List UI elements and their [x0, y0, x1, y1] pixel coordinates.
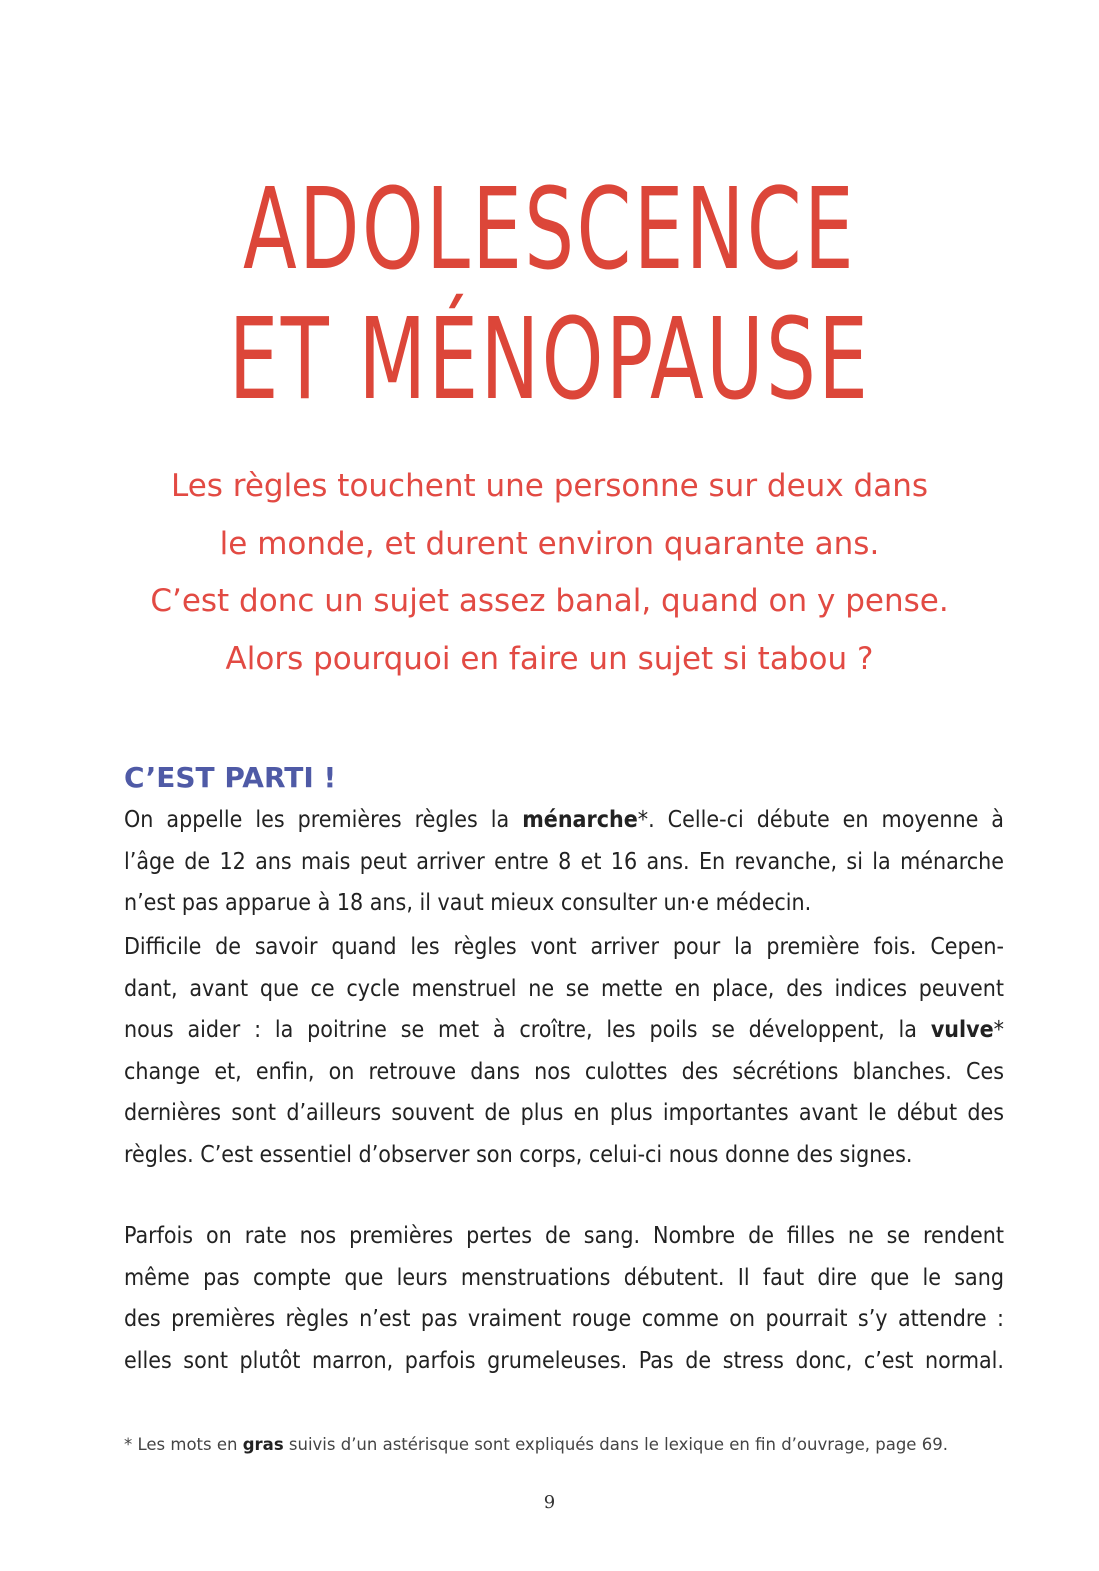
text-run: *: [993, 1017, 1004, 1043]
section-heading: C’EST PARTI !: [124, 761, 337, 794]
intro-line: le monde, et durent environ quarante ans.: [219, 525, 880, 562]
footnote-bold-word: gras: [242, 1435, 284, 1454]
paragraph-signs: [124, 927, 1004, 1176]
text-run: suivis d’un astérisque sont expliqués dans le lexique en fin d’ouvrage, page 69.: [283, 1435, 948, 1454]
intro-line: Les règles touchent une personne sur deux dans: [170, 468, 929, 504]
footnote: [124, 1432, 948, 1458]
intro-line: Alors pourquoi en faire un sujet si tabou ?: [225, 640, 874, 677]
paragraph-menarche: [124, 800, 1004, 925]
page-number: 9: [543, 1492, 556, 1513]
paragraph-line: [124, 1010, 1004, 1052]
paragraph-line: règles. C’est essentiel d’observer son corps, celui-ci nous donne des signes.: [124, 1141, 913, 1168]
text-run: On appelle les premières règles la: [124, 807, 523, 833]
paragraph-line: [124, 800, 1004, 842]
paragraph-line: Difficile de savoir quand les règles vont arriver pour la première fois. Cepen-: [124, 934, 1004, 960]
paragraph-line: l’âge de 12 ans mais peut arriver entre 8 et 16 ans. En revanche, si la ménarche: [124, 848, 1004, 875]
text-run: nous aider : la poitrine se met à croître, les poils se développent, la: [124, 1017, 931, 1043]
paragraph-line: des premières règles n’est pas vraiment rouge comme on pourrait s’y attendre :: [124, 1306, 1004, 1332]
chapter-title: [0, 165, 1099, 425]
glossary-term-menarche: ménarche: [522, 807, 638, 833]
intro-text: [0, 458, 1099, 688]
glossary-term-vulve: vulve: [930, 1017, 994, 1043]
paragraph-line: n’est pas apparue à 18 ans, il vaut mieux consulter un·e médecin.: [124, 890, 812, 916]
chapter-title-line-2: ET MÉNOPAUSE: [228, 295, 871, 425]
text-run: * Les mots en: [124, 1435, 243, 1454]
chapter-title-line-1: ADOLESCENCE: [242, 165, 857, 295]
intro-line: C’est donc un sujet assez banal, quand on y pense.: [150, 583, 949, 619]
paragraph-first-blood: [124, 1216, 1004, 1382]
paragraph-line: dernières sont d’ailleurs souvent de plus en plus importantes avant le début des: [124, 1100, 1004, 1126]
paragraph-line: dant, avant que ce cycle menstruel ne se mette en place, des indices peuvent: [124, 975, 1004, 1002]
paragraph-line: même pas compte que leurs menstruations débutent. Il faut dire que le sang: [124, 1264, 1004, 1291]
paragraph-line: Parfois on rate nos premières pertes de sang. Nombre de filles ne se rendent: [124, 1223, 1004, 1249]
paragraph-line: change et, enfin, on retrouve dans nos culottes des sécrétions blanches. Ces: [124, 1058, 1004, 1085]
paragraph-line: elles sont plutôt marron, parfois grumeleuses. Pas de stress donc, c’est normal.: [124, 1347, 1004, 1374]
text-run: *. Celle-ci débute en moyenne à: [637, 807, 1004, 833]
